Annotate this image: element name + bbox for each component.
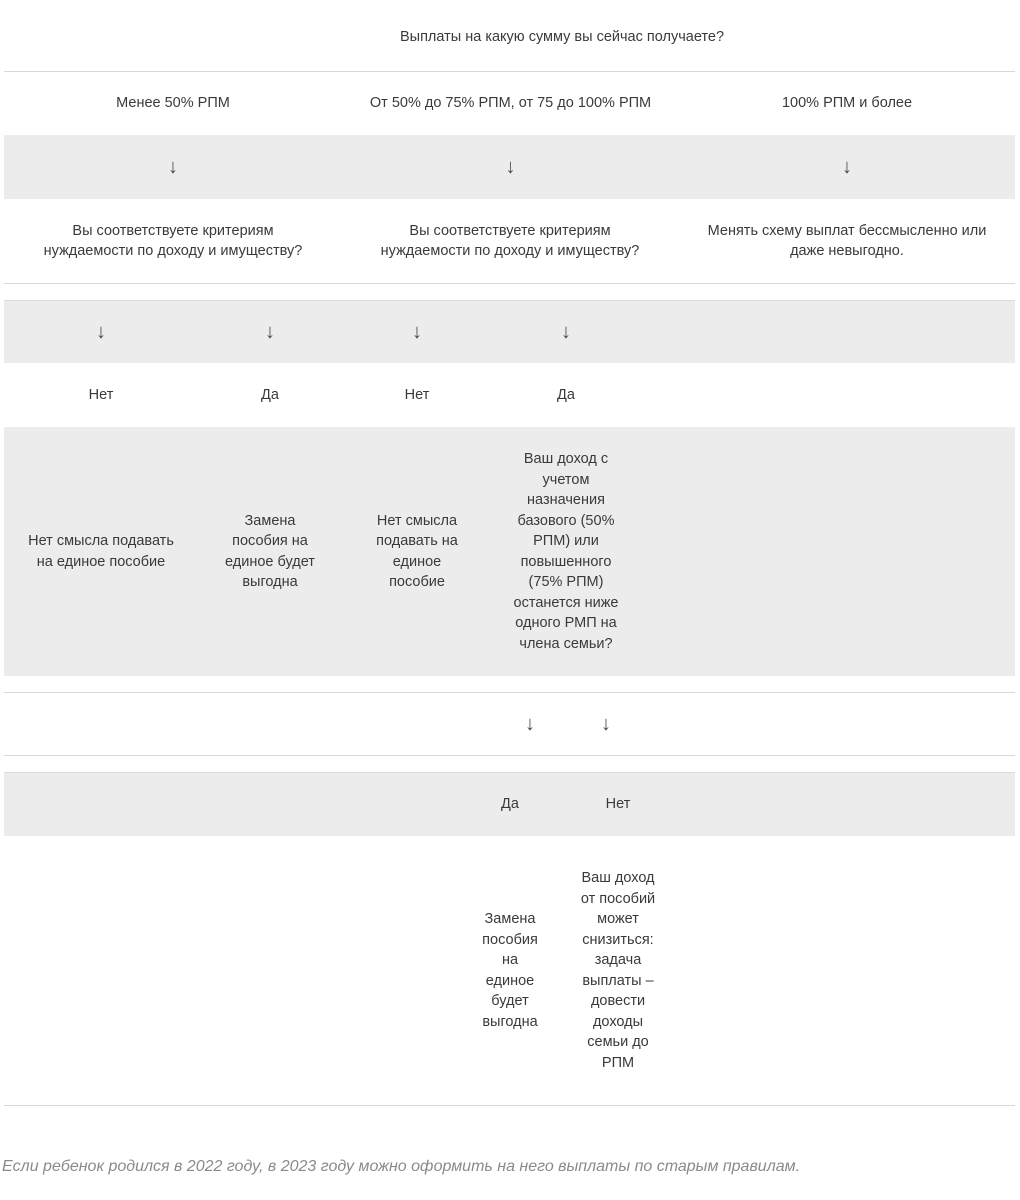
outcome-mid-yes: Ваш доход с учетом назначения базового (50% РПМ) или повышенного (75% РПМ) останется ниже одного РМП на члена семьи? — [513, 451, 619, 652]
arrows-row-2 — [4, 300, 1015, 363]
arrow-down-icon: ↓ — [525, 713, 535, 735]
answer-mid-yes: Да — [557, 386, 575, 403]
criteria-mid: Вы соответствуете критериям нуждаемости по доходу и имуществу? — [380, 222, 640, 259]
arrows-row-1 — [4, 135, 1015, 199]
answer-mid-no: Нет — [404, 386, 430, 403]
outcomes-row — [4, 427, 1015, 676]
criteria-row — [4, 199, 1015, 284]
arrow-down-icon: ↓ — [601, 713, 611, 735]
arrow-down-icon: ↓ — [505, 156, 516, 178]
final-answers-row — [4, 772, 1015, 836]
arrow-down-icon: ↓ — [96, 321, 106, 343]
arrow-down-icon: ↓ — [842, 156, 852, 178]
arrow-down-icon: ↓ — [561, 321, 571, 343]
categories-row — [4, 72, 1015, 135]
answer-low-yes: Да — [261, 386, 279, 403]
category-mid: От 50% до 75% РПМ, от 75 до 100% РПМ — [369, 95, 652, 112]
arrow-down-icon: ↓ — [412, 321, 422, 343]
answer-final-no: Нет — [605, 796, 631, 813]
outcome-low-no: Нет смысла подавать на единое пособие — [28, 533, 174, 570]
criteria-high: Менять схему выплат бессмысленно или даже невыгодно. — [707, 222, 987, 259]
arrow-down-icon: ↓ — [168, 156, 178, 178]
criteria-low: Вы соответствуете критериям нуждаемости по доходу и имуществу? — [43, 222, 303, 259]
answers-row — [4, 363, 1015, 427]
outcome-low-yes: Замена пособия на единое будет выгодна — [225, 512, 315, 590]
final-outcomes-row — [4, 836, 1015, 1106]
category-high: 100% РПМ и более — [781, 95, 913, 112]
category-low: Менее 50% РПМ — [116, 95, 230, 112]
footnote: Если ребенок родился в 2022 году, в 2023 году можно оформить на него выплаты по старым правилам. — [2, 1158, 801, 1175]
final-no: Ваш доход от пособий может снизиться: задача выплаты – довести доходы семьи до РПМ — [580, 870, 656, 1071]
answer-low-no: Нет — [88, 386, 114, 403]
answer-final-yes: Да — [501, 796, 519, 813]
arrows-row-3 — [4, 692, 1015, 756]
outcome-mid-no: Нет смысла подавать на единое пособие — [376, 512, 458, 590]
final-yes: Замена пособия на единое будет выгодна — [482, 911, 538, 1030]
question-row — [4, 4, 1015, 72]
question-text: Выплаты на какую сумму вы сейчас получаете? — [399, 29, 725, 46]
arrow-down-icon: ↓ — [265, 321, 275, 343]
